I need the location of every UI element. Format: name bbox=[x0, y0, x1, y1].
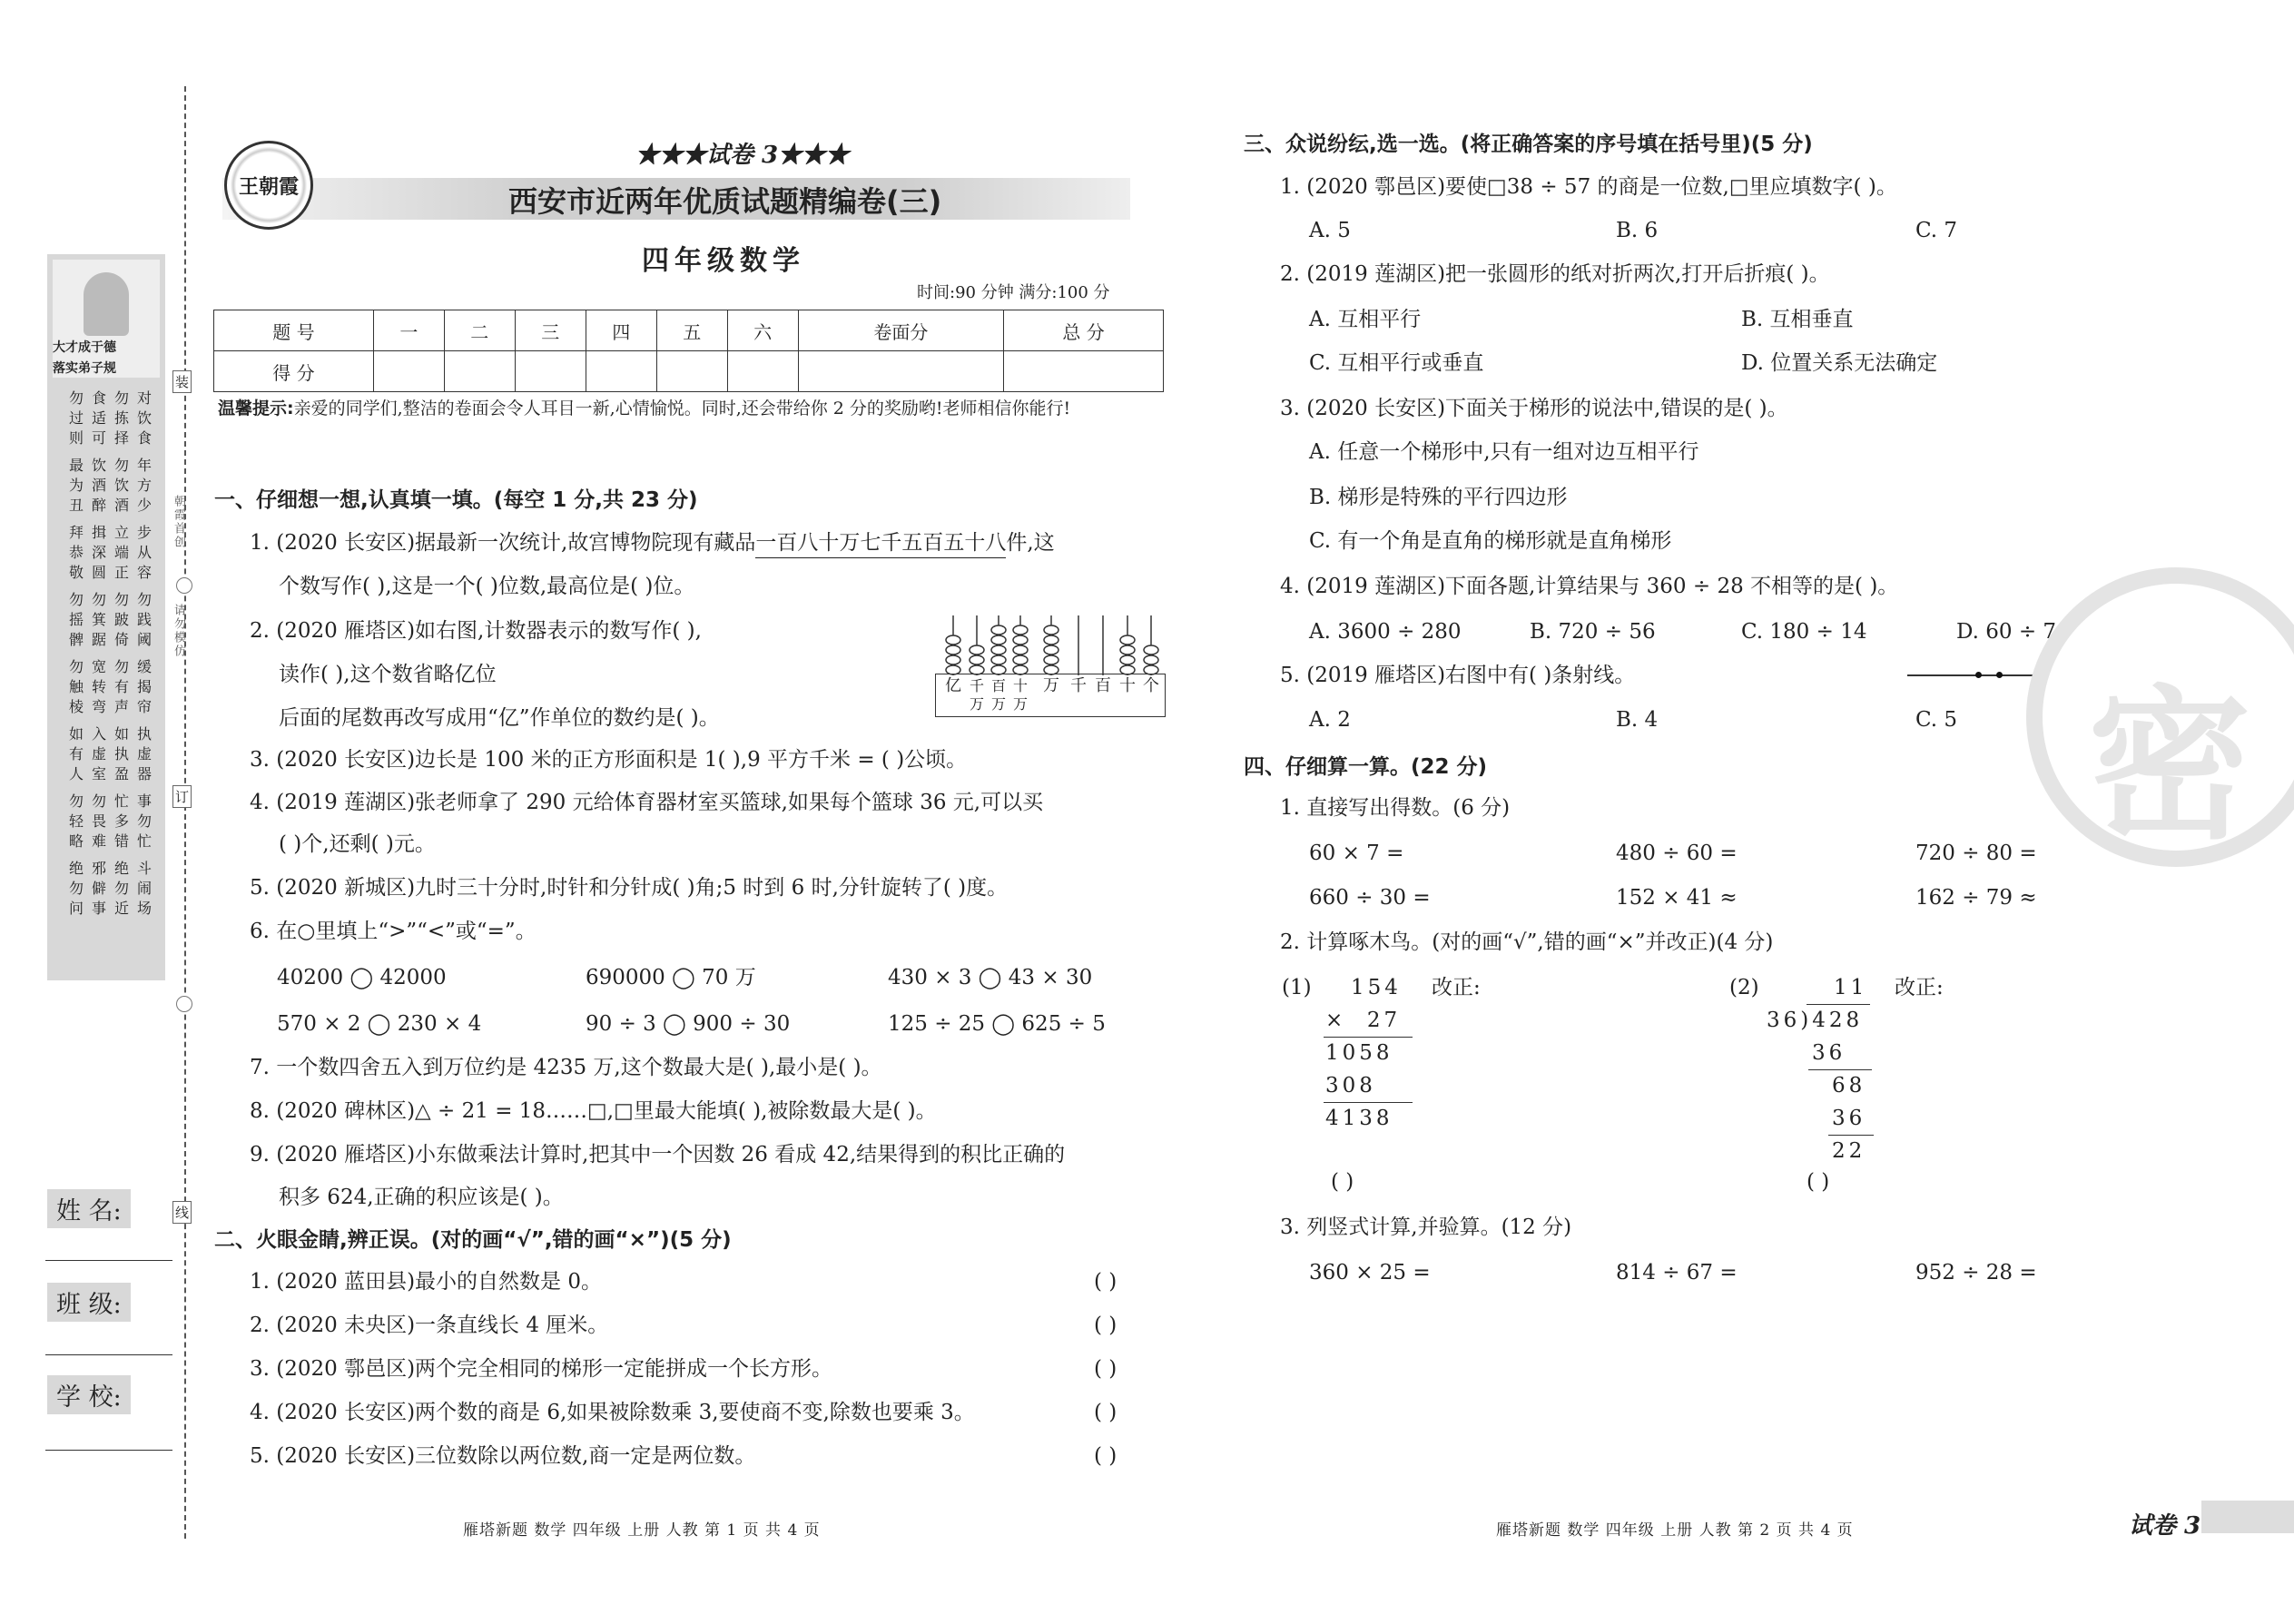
score-header-cell: 卷面分 bbox=[798, 310, 1003, 351]
motto-column: 勿轻略 bbox=[68, 792, 84, 850]
motto-column: 勿饮酒 bbox=[113, 457, 129, 514]
s3-q2-opt: D. 位置关系无法确定 bbox=[1741, 351, 1938, 375]
motto-column: 勿践阈 bbox=[136, 591, 152, 648]
abacus-label: 十万 bbox=[1012, 677, 1028, 713]
motto-column: 事勿忙 bbox=[136, 792, 152, 850]
motto-column: 邪僻事 bbox=[91, 860, 106, 917]
div-line: 36 bbox=[1832, 1107, 1866, 1130]
s1-q5: 5. (2020 新城区)九时三十分时,时针和分针成( )角;5 时到 6 时,分针旋转了( )度。 bbox=[250, 876, 1009, 900]
s2-item: 4. (2020 长安区)两个数的商是 6,如果被除数乘 3,要使商不变,除数也要乘 3。 bbox=[250, 1401, 975, 1424]
s2-answer-bracket[interactable]: ( ) bbox=[1094, 1270, 1117, 1294]
s1-q6-item: 90 ÷ 3 ◯ 900 ÷ 30 bbox=[586, 1012, 791, 1036]
score-header-cell: 六 bbox=[727, 310, 798, 351]
motto-column: 入虚室 bbox=[91, 725, 106, 782]
fix-label: 改正: bbox=[1432, 976, 1481, 999]
motto-column: 拜恭敬 bbox=[68, 524, 84, 581]
s1-q1-line1 bbox=[250, 528, 1055, 558]
motto-column: 勿箕踞 bbox=[91, 591, 106, 648]
score-cell[interactable] bbox=[373, 351, 444, 392]
abacus-bead bbox=[970, 645, 984, 655]
div-line: 22 bbox=[1832, 1139, 1866, 1163]
binding-hole bbox=[176, 577, 192, 594]
score-table bbox=[213, 310, 1164, 392]
s3-q5-opt: A. 2 bbox=[1309, 708, 1351, 732]
s1-q4-line2: ( )个,还剩( )元。 bbox=[279, 832, 436, 856]
score-cell[interactable] bbox=[798, 351, 1003, 392]
score-header-cell: 二 bbox=[444, 310, 515, 351]
s1-q8: 8. (2020 碑林区)△ ÷ 21 = 18……□,□里最大能填( ),被除数最大是( )。 bbox=[250, 1099, 937, 1123]
section3-heading: 三、众说纷纭,选一选。(将正确答案的序号填在括号里)(5 分) bbox=[1244, 133, 1813, 156]
score-header-cell: 总 分 bbox=[1004, 310, 1164, 351]
class-line[interactable] bbox=[45, 1354, 172, 1355]
s4-p3-item: 360 × 25 = bbox=[1309, 1261, 1431, 1284]
motto-column: 饮酒醉 bbox=[91, 457, 106, 514]
abacus-label: 十 bbox=[1119, 676, 1136, 695]
motto-column: 勿触棱 bbox=[68, 658, 84, 715]
motto-column: 最为丑 bbox=[68, 457, 84, 514]
score-row-label: 得 分 bbox=[214, 351, 374, 392]
s4-p1-item: 60 × 7 = bbox=[1309, 842, 1404, 865]
score-cell[interactable] bbox=[656, 351, 727, 392]
binding-mark-3: 线 bbox=[172, 1201, 192, 1224]
s2-answer-bracket[interactable]: ( ) bbox=[1094, 1401, 1117, 1424]
abacus-label: 千万 bbox=[969, 677, 984, 713]
s1-q9-line2: 积多 624,正确的积应该是( )。 bbox=[279, 1186, 564, 1209]
abacus-bead bbox=[1044, 625, 1058, 635]
binding-dashed-line bbox=[184, 86, 186, 1539]
s4-p2-b-label: (2) bbox=[1729, 976, 1759, 999]
abacus-bead bbox=[1044, 635, 1058, 645]
corner-bar bbox=[2201, 1501, 2294, 1533]
name-line[interactable] bbox=[45, 1260, 172, 1261]
motto-column: 宽转弯 bbox=[91, 658, 106, 715]
s1-q2-line1: 2. (2020 雁塔区)如右图,计数器表示的数写作( ), bbox=[250, 619, 702, 643]
s1-q1-underlined: 一百八十万七千五百五十八 bbox=[755, 528, 1006, 558]
motto-column: 对饮食 bbox=[136, 389, 152, 447]
abacus-label: 千 bbox=[1070, 676, 1087, 695]
div-line: 11 bbox=[1834, 976, 1868, 999]
motto-title-1: 大才成于德 bbox=[53, 340, 116, 355]
s3-q4-opt: D. 60 ÷ 7 bbox=[1956, 620, 2057, 644]
score-header-cell: 五 bbox=[656, 310, 727, 351]
s2-item: 5. (2020 长安区)三位数除以两位数,商一定是两位数。 bbox=[250, 1444, 756, 1468]
vertical-note-2: 请勿模仿 bbox=[172, 604, 185, 658]
s3-q4-opt: B. 720 ÷ 56 bbox=[1530, 620, 1656, 644]
abacus-bead bbox=[991, 645, 1006, 655]
school-label: 学 校: bbox=[47, 1375, 131, 1414]
abacus-bead bbox=[970, 655, 984, 664]
s1-q1-text: 1. (2020 长安区)据最新一次统计,故宫博物院现有藏品 bbox=[250, 531, 756, 555]
motto-column: 斗闹场 bbox=[136, 860, 152, 917]
motto-column: 勿过则 bbox=[68, 389, 84, 447]
vertical-note-1: 朝霞首创 bbox=[172, 495, 185, 549]
s4-p2-a-label: (1) bbox=[1282, 976, 1312, 999]
s3-q1-opt: A. 5 bbox=[1309, 219, 1351, 242]
s1-q9-line1: 9. (2020 雁塔区)小东做乘法计算时,把其中一个因数 26 看成 42,结果得到的积比正确的 bbox=[250, 1143, 1066, 1166]
score-header-cell: 题 号 bbox=[214, 310, 374, 351]
s3-q5-opt: B. 4 bbox=[1616, 708, 1659, 732]
page-title: 西安市近两年优质试题精编卷(三) bbox=[508, 184, 942, 219]
footer-left: 雁塔新题 数学 四年级 上册 人教 第 1 页 共 4 页 bbox=[463, 1521, 821, 1540]
motto-column: 绝勿问 bbox=[68, 860, 84, 917]
binding-hole bbox=[176, 996, 192, 1012]
s1-q2-line3: 后面的尾数再改写成用“亿”作单位的数约是( )。 bbox=[279, 706, 720, 730]
abacus-bead bbox=[991, 635, 1006, 645]
s3-q2: 2. (2019 莲湖区)把一张圆形的纸对折两次,打开后折痕( )。 bbox=[1280, 262, 1830, 286]
s1-q6-item: 690000 ◯ 70 万 bbox=[586, 966, 756, 989]
fix-label: 改正: bbox=[1895, 976, 1944, 999]
s2-item: 3. (2020 鄠邑区)两个完全相同的梯形一定能拼成一个长方形。 bbox=[250, 1357, 833, 1381]
corner-tag: 试卷 3 bbox=[2129, 1512, 2201, 1540]
s3-q1: 1. (2020 鄠邑区)要使□38 ÷ 57 的商是一位数,□里应填数字( )。 bbox=[1280, 175, 1897, 199]
score-value-row bbox=[214, 351, 1164, 392]
score-cell[interactable] bbox=[1004, 351, 1164, 392]
s1-q6-item: 125 ÷ 25 ◯ 625 ÷ 5 bbox=[888, 1012, 1106, 1036]
s3-q2-opt: B. 互相垂直 bbox=[1741, 308, 1854, 331]
binding-mark-2: 订 bbox=[172, 785, 192, 808]
abacus-bead bbox=[946, 645, 960, 655]
scholar-figure bbox=[84, 272, 129, 336]
stamp-char: 密 bbox=[2088, 672, 2252, 861]
section4-heading: 四、仔细算一算。(22 分) bbox=[1244, 755, 1488, 779]
s2-answer-bracket[interactable]: ( ) bbox=[1094, 1314, 1117, 1337]
s3-q2-opt: C. 互相平行或垂直 bbox=[1309, 351, 1484, 375]
abacus-bead bbox=[1013, 645, 1028, 655]
s4-p1-item: 720 ÷ 80 = bbox=[1915, 842, 2037, 865]
s4-p3-item: 814 ÷ 67 = bbox=[1616, 1261, 1738, 1284]
motto-column: 年方少 bbox=[136, 457, 152, 514]
motto-column: 食适可 bbox=[91, 389, 106, 447]
abacus-bead bbox=[1044, 655, 1058, 664]
tip-text bbox=[218, 393, 1167, 425]
abacus-bead bbox=[991, 655, 1006, 664]
score-header-cell: 四 bbox=[586, 310, 656, 351]
abacus-bead bbox=[1013, 655, 1028, 664]
s1-q6-item: 430 × 3 ◯ 43 × 30 bbox=[888, 966, 1093, 989]
mult-line: 154 bbox=[1351, 976, 1402, 999]
div-line: 68 bbox=[1832, 1074, 1866, 1097]
abacus-label: 万 bbox=[1043, 676, 1059, 695]
motto-title-2: 落实弟子规 bbox=[53, 361, 116, 376]
s3-q1-opt: C. 7 bbox=[1915, 219, 1958, 242]
score-cell[interactable] bbox=[515, 351, 586, 392]
score-cell[interactable] bbox=[586, 351, 656, 392]
motto-column: 如执盈 bbox=[113, 725, 129, 782]
score-header-row bbox=[214, 310, 1164, 351]
motto-column: 勿摇髀 bbox=[68, 591, 84, 648]
s1-q6-item: 40200 ◯ 42000 bbox=[277, 966, 447, 989]
brand-logo bbox=[224, 141, 313, 230]
score-header-cell: 三 bbox=[515, 310, 586, 351]
s1-q2-line2: 读作( ),这个数省略亿位 bbox=[279, 663, 497, 686]
abacus-bead bbox=[1144, 655, 1158, 664]
score-cell[interactable] bbox=[444, 351, 515, 392]
s3-q1-opt: B. 6 bbox=[1616, 219, 1659, 242]
motto-column: 忙多错 bbox=[113, 792, 129, 850]
answer-bracket[interactable]: ( ) bbox=[1331, 1170, 1354, 1194]
div-line: 36 bbox=[1812, 1041, 1846, 1065]
motto-column: 绝勿近 bbox=[113, 860, 129, 917]
mult-line: 1058 bbox=[1325, 1041, 1393, 1065]
s2-answer-bracket[interactable]: ( ) bbox=[1094, 1357, 1117, 1381]
motto-column: 揖深圆 bbox=[91, 524, 106, 581]
s4-p1: 1. 直接写出得数。(6 分) bbox=[1280, 796, 1511, 820]
s4-p3-item: 952 ÷ 28 = bbox=[1915, 1261, 2037, 1284]
s1-q1-line2: 个数写作( ),这是一个( )位数,最高位是( )位。 bbox=[279, 575, 695, 598]
s3-q2-opt: A. 互相平行 bbox=[1309, 308, 1422, 331]
motto-column: 执虚器 bbox=[136, 725, 152, 782]
s3-q4: 4. (2019 莲湖区)下面各题,计算结果与 360 ÷ 28 不相等的是( )。 bbox=[1280, 575, 1899, 598]
motto-column: 勿有声 bbox=[113, 658, 129, 715]
score-header-cell: 一 bbox=[373, 310, 444, 351]
s3-q5: 5. (2019 雁塔区)右图中有( )条射线。 bbox=[1280, 664, 1636, 687]
s3-q4-opt: A. 3600 ÷ 280 bbox=[1309, 620, 1462, 644]
s4-p1-item: 152 × 41 ≈ bbox=[1616, 886, 1738, 910]
mult-line: 4138 bbox=[1325, 1107, 1393, 1130]
abacus-bead bbox=[1013, 635, 1028, 645]
abacus-label: 百万 bbox=[990, 677, 1006, 713]
paper-tag: ★★★试卷 3★★★ bbox=[635, 142, 850, 169]
s3-q4-opt: C. 180 ÷ 14 bbox=[1741, 620, 1867, 644]
motto-column: 勿拣择 bbox=[113, 389, 129, 447]
s4-p2: 2. 计算啄木鸟。(对的画“√”,错的画“×”并改正)(4 分) bbox=[1280, 930, 1774, 954]
s3-q3-opt: A. 任意一个梯形中,只有一组对边互相平行 bbox=[1309, 440, 1699, 464]
s3-q3-opt: B. 梯形是特殊的平行四边形 bbox=[1309, 486, 1568, 509]
s1-q4-line1: 4. (2019 莲湖区)张老师拿了 290 元给体育器材室买篮球,如果每个篮球 36 元,可以买 bbox=[250, 791, 1044, 814]
motto-column: 如有人 bbox=[68, 725, 84, 782]
s3-q3-opt: C. 有一个角是直角的梯形就是直角梯形 bbox=[1309, 529, 1672, 553]
div-line: 36)428 bbox=[1767, 1009, 1864, 1032]
mult-line: 308 bbox=[1325, 1074, 1376, 1097]
s1-q1-text-end: 件,这 bbox=[1006, 531, 1055, 555]
s2-item: 1. (2020 蓝田县)最小的自然数是 0。 bbox=[250, 1270, 602, 1294]
s3-q5-opt: C. 5 bbox=[1915, 708, 1958, 732]
s4-p1-item: 660 ÷ 30 = bbox=[1309, 886, 1431, 910]
abacus-bead bbox=[1120, 635, 1135, 645]
logo-text: 王朝霞 bbox=[238, 174, 299, 199]
section1-heading: 一、仔细想一想,认真填一填。(每空 1 分,共 23 分) bbox=[214, 488, 698, 512]
time-info: 时间:90 分钟 满分:100 分 bbox=[917, 283, 1110, 302]
s4-p1-item: 480 ÷ 60 = bbox=[1616, 842, 1738, 865]
abacus-label: 亿 bbox=[945, 676, 961, 695]
section2-heading: 二、火眼金睛,辨正误。(对的画“√”,错的画“×”)(5 分) bbox=[214, 1228, 732, 1252]
abacus-bead bbox=[946, 655, 960, 664]
s4-p3: 3. 列竖式计算,并验算。(12 分) bbox=[1280, 1216, 1572, 1239]
name-label: 姓 名: bbox=[47, 1189, 131, 1228]
abacus-bead bbox=[946, 635, 960, 645]
abacus-bead bbox=[1144, 645, 1158, 655]
s2-answer-bracket[interactable]: ( ) bbox=[1094, 1444, 1117, 1468]
s4-p1-item: 162 ÷ 79 ≈ bbox=[1915, 886, 2037, 910]
s1-q7: 7. 一个数四舍五入到万位约是 4235 万,这个数最大是( ),最小是( )。 bbox=[250, 1056, 882, 1079]
tip-body: 亲爱的同学们,整洁的卷面会令人耳目一新,心情愉悦。同时,还会带给你 2 分的奖励哟!老师相信你能行! bbox=[293, 399, 1071, 418]
score-cell[interactable] bbox=[727, 351, 798, 392]
class-label: 班 级: bbox=[47, 1283, 131, 1322]
mult-line: × 27 bbox=[1325, 1009, 1402, 1032]
motto-column: 勿跛倚 bbox=[113, 591, 129, 648]
abacus-bead bbox=[991, 625, 1006, 635]
abacus-bead bbox=[1120, 645, 1135, 655]
abacus-bead bbox=[1120, 655, 1135, 664]
abacus-bead bbox=[1013, 625, 1028, 635]
page-subtitle: 四年级数学 bbox=[642, 245, 805, 277]
s2-item: 2. (2020 未央区)一条直线长 4 厘米。 bbox=[250, 1314, 609, 1337]
answer-bracket[interactable]: ( ) bbox=[1807, 1170, 1830, 1194]
abacus-bead bbox=[1044, 645, 1058, 655]
binding-mark-1: 装 bbox=[172, 370, 192, 393]
footer-right: 雁塔新题 数学 四年级 上册 人教 第 2 页 共 4 页 bbox=[1496, 1521, 1854, 1540]
motto-column: 步从容 bbox=[136, 524, 152, 581]
abacus-label: 个 bbox=[1143, 676, 1159, 695]
s1-q3: 3. (2020 长安区)边长是 100 米的正方形面积是 1( ),9 平方千米 = ( )公顷。 bbox=[250, 748, 968, 772]
tip-label: 温馨提示: bbox=[218, 399, 294, 418]
abacus-label: 百 bbox=[1095, 676, 1111, 695]
motto-column: 立端正 bbox=[113, 524, 129, 581]
motto-column: 勿畏难 bbox=[91, 792, 106, 850]
s3-q3: 3. (2020 长安区)下面关于梯形的说法中,错误的是( )。 bbox=[1280, 397, 1788, 420]
s1-q6: 6. 在○里填上“>”“<”或“=”。 bbox=[250, 920, 537, 943]
motto-column: 缓揭帘 bbox=[136, 658, 152, 715]
ray-point bbox=[1996, 672, 2003, 678]
ray-point bbox=[1975, 672, 1982, 678]
s1-q6-item: 570 × 2 ◯ 230 × 4 bbox=[277, 1012, 482, 1036]
school-line[interactable] bbox=[45, 1450, 172, 1451]
